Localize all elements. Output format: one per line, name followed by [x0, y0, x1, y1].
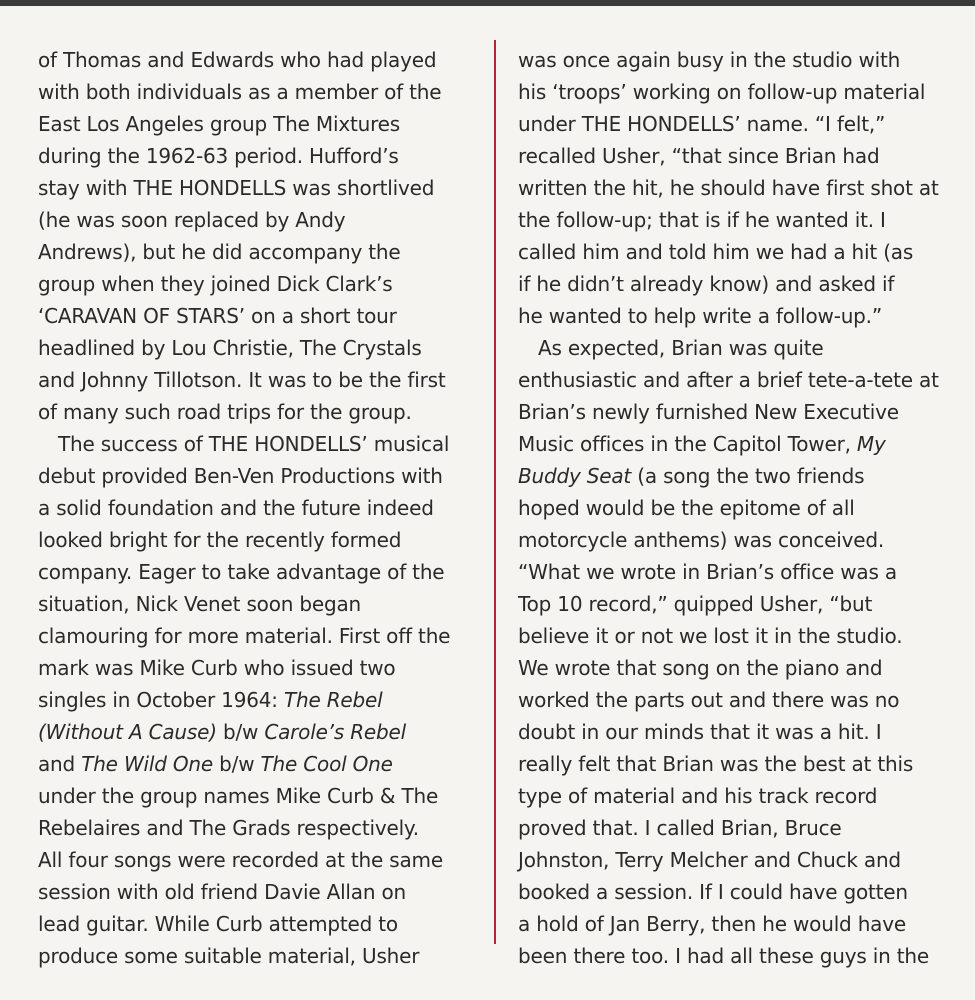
body-text: with both individuals as a member of the	[38, 80, 442, 104]
body-text: ‘CARAVAN OF STARS’ on a short tour	[38, 304, 397, 328]
text-line	[38, 396, 470, 428]
text-line	[38, 236, 470, 268]
body-text: been there too. I had all these guys in the	[518, 944, 929, 968]
text-line	[38, 364, 470, 396]
text-line	[38, 428, 470, 460]
body-text: East Los Angeles group The Mixtures	[38, 112, 400, 136]
body-text: “What we wrote in Brian’s office was a	[518, 560, 897, 584]
body-text: he wanted to help write a follow-up.”	[518, 304, 882, 328]
italic-title-text: The Rebel	[283, 688, 383, 712]
text-line	[38, 908, 470, 940]
text-line	[518, 588, 950, 620]
body-text: singles in October 1964:	[38, 688, 284, 712]
text-line	[38, 332, 470, 364]
text-line	[38, 588, 470, 620]
body-text: We wrote that song on the piano and	[518, 656, 883, 680]
body-text: of many such road trips for the group.	[38, 400, 412, 424]
text-line	[38, 108, 470, 140]
text-line	[38, 812, 470, 844]
text-line	[38, 172, 470, 204]
body-text: if he didn’t already know) and asked if	[518, 272, 895, 296]
text-line	[38, 524, 470, 556]
text-line	[38, 684, 470, 716]
text-line	[38, 300, 470, 332]
body-text: session with old friend Davie Allan on	[38, 880, 406, 904]
body-text: (he was soon replaced by Andy	[38, 208, 346, 232]
body-text: under the group names Mike Curb & The	[38, 784, 439, 808]
text-line	[518, 172, 950, 204]
body-text: called him and told him we had a hit (as	[518, 240, 914, 264]
body-text: Brian’s newly furnished New Executive	[518, 400, 899, 424]
body-text: proved that. I called Brian, Bruce	[518, 816, 842, 840]
text-line	[518, 780, 950, 812]
text-line	[518, 940, 950, 972]
body-text: looked bright for the recently formed	[38, 528, 402, 552]
text-line	[518, 108, 950, 140]
text-line	[518, 140, 950, 172]
body-text: a solid foundation and the future indeed	[38, 496, 434, 520]
body-text: really felt that Brian was the best at this	[518, 752, 914, 776]
text-line	[518, 876, 950, 908]
text-line	[38, 76, 470, 108]
text-line	[518, 684, 950, 716]
right-text-column	[518, 44, 950, 972]
italic-title-text: My	[856, 432, 886, 456]
body-text: a hold of Jan Berry, then he would have	[518, 912, 906, 936]
text-line	[518, 364, 950, 396]
body-text: lead guitar. While Curb attempted to	[38, 912, 398, 936]
body-text: and Johnny Tillotson. It was to be the first	[38, 368, 446, 392]
text-line	[38, 140, 470, 172]
italic-title-text: The Cool One	[260, 752, 393, 776]
body-text: worked the parts out and there was no	[518, 688, 900, 712]
body-text: Top 10 record,” quipped Usher, “but	[518, 592, 873, 616]
italic-title-text: Buddy Seat	[518, 464, 632, 488]
body-text: his ‘troops’ working on follow-up material	[518, 80, 926, 104]
text-line	[518, 300, 950, 332]
text-line	[38, 556, 470, 588]
body-text: headlined by Lou Christie, The Crystals	[38, 336, 422, 360]
text-line	[518, 396, 950, 428]
body-text: was once again busy in the studio with	[518, 48, 901, 72]
text-line	[518, 908, 950, 940]
text-line	[518, 268, 950, 300]
text-line	[518, 524, 950, 556]
body-text: of Thomas and Edwards who had played	[38, 48, 437, 72]
text-line	[518, 332, 950, 364]
text-line	[38, 716, 470, 748]
text-line	[518, 428, 950, 460]
body-text: clamouring for more material. First off the	[38, 624, 451, 648]
column-divider-rule	[494, 40, 496, 944]
text-line	[38, 940, 470, 972]
text-line	[38, 876, 470, 908]
text-line	[38, 620, 470, 652]
text-line	[518, 812, 950, 844]
text-line	[38, 780, 470, 812]
body-text: As expected, Brian was quite	[538, 336, 824, 360]
body-text: (a song the two friends	[631, 464, 865, 488]
text-line	[518, 748, 950, 780]
page-top-edge	[0, 0, 975, 6]
text-line	[518, 716, 950, 748]
body-text: recalled Usher, “that since Brian had	[518, 144, 880, 168]
text-line	[38, 268, 470, 300]
body-text: type of material and his track record	[518, 784, 878, 808]
body-text: company. Eager to take advantage of the	[38, 560, 445, 584]
body-text: group when they joined Dick Clark’s	[38, 272, 393, 296]
body-text: doubt in our minds that it was a hit. I	[518, 720, 882, 744]
body-text: motorcycle anthems) was conceived.	[518, 528, 884, 552]
italic-title-text: Carole’s Rebel	[264, 720, 406, 744]
body-text: Andrews), but he did accompany the	[38, 240, 401, 264]
text-line	[518, 620, 950, 652]
body-text: situation, Nick Venet soon began	[38, 592, 361, 616]
body-text: Music offices in the Capitol Tower,	[518, 432, 857, 456]
text-line	[518, 652, 950, 684]
text-line	[518, 44, 950, 76]
body-text: believe it or not we lost it in the studio.	[518, 624, 903, 648]
body-text: booked a session. If I could have gotten	[518, 880, 908, 904]
text-line	[38, 652, 470, 684]
text-line	[38, 204, 470, 236]
body-text: Johnston, Terry Melcher and Chuck and	[518, 848, 901, 872]
text-line	[518, 844, 950, 876]
body-text: b/w	[213, 752, 261, 776]
body-text: written the hit, he should have first shot at	[518, 176, 939, 200]
text-line	[518, 236, 950, 268]
text-line	[518, 76, 950, 108]
body-text: and	[38, 752, 82, 776]
body-text: enthusiastic and after a brief tete-a-tete at	[518, 368, 939, 392]
text-line	[38, 492, 470, 524]
body-text: hoped would be the epitome of all	[518, 496, 855, 520]
text-line	[518, 204, 950, 236]
body-text: the follow-up; that is if he wanted it. I	[518, 208, 886, 232]
body-text: All four songs were recorded at the same	[38, 848, 443, 872]
text-line	[38, 748, 470, 780]
text-line	[38, 460, 470, 492]
body-text: debut provided Ben-Ven Productions with	[38, 464, 443, 488]
body-text: b/w	[216, 720, 265, 744]
body-text: during the 1962-63 period. Hufford’s	[38, 144, 399, 168]
italic-title-text: The Wild One	[81, 752, 214, 776]
body-text: produce some suitable material, Usher	[38, 944, 420, 968]
text-line	[38, 44, 470, 76]
text-line	[518, 492, 950, 524]
text-line	[518, 556, 950, 588]
left-text-column	[38, 44, 470, 972]
body-text: mark was Mike Curb who issued two	[38, 656, 396, 680]
body-text: The success of THE HONDELLS’ musical	[58, 432, 450, 456]
body-text: stay with THE HONDELLS was shortlived	[38, 176, 435, 200]
body-text: under THE HONDELLS’ name. “I felt,”	[518, 112, 886, 136]
italic-title-text: (Without A Cause)	[38, 720, 217, 744]
text-line	[518, 460, 950, 492]
text-line	[38, 844, 470, 876]
body-text: Rebelaires and The Grads respectively.	[38, 816, 419, 840]
